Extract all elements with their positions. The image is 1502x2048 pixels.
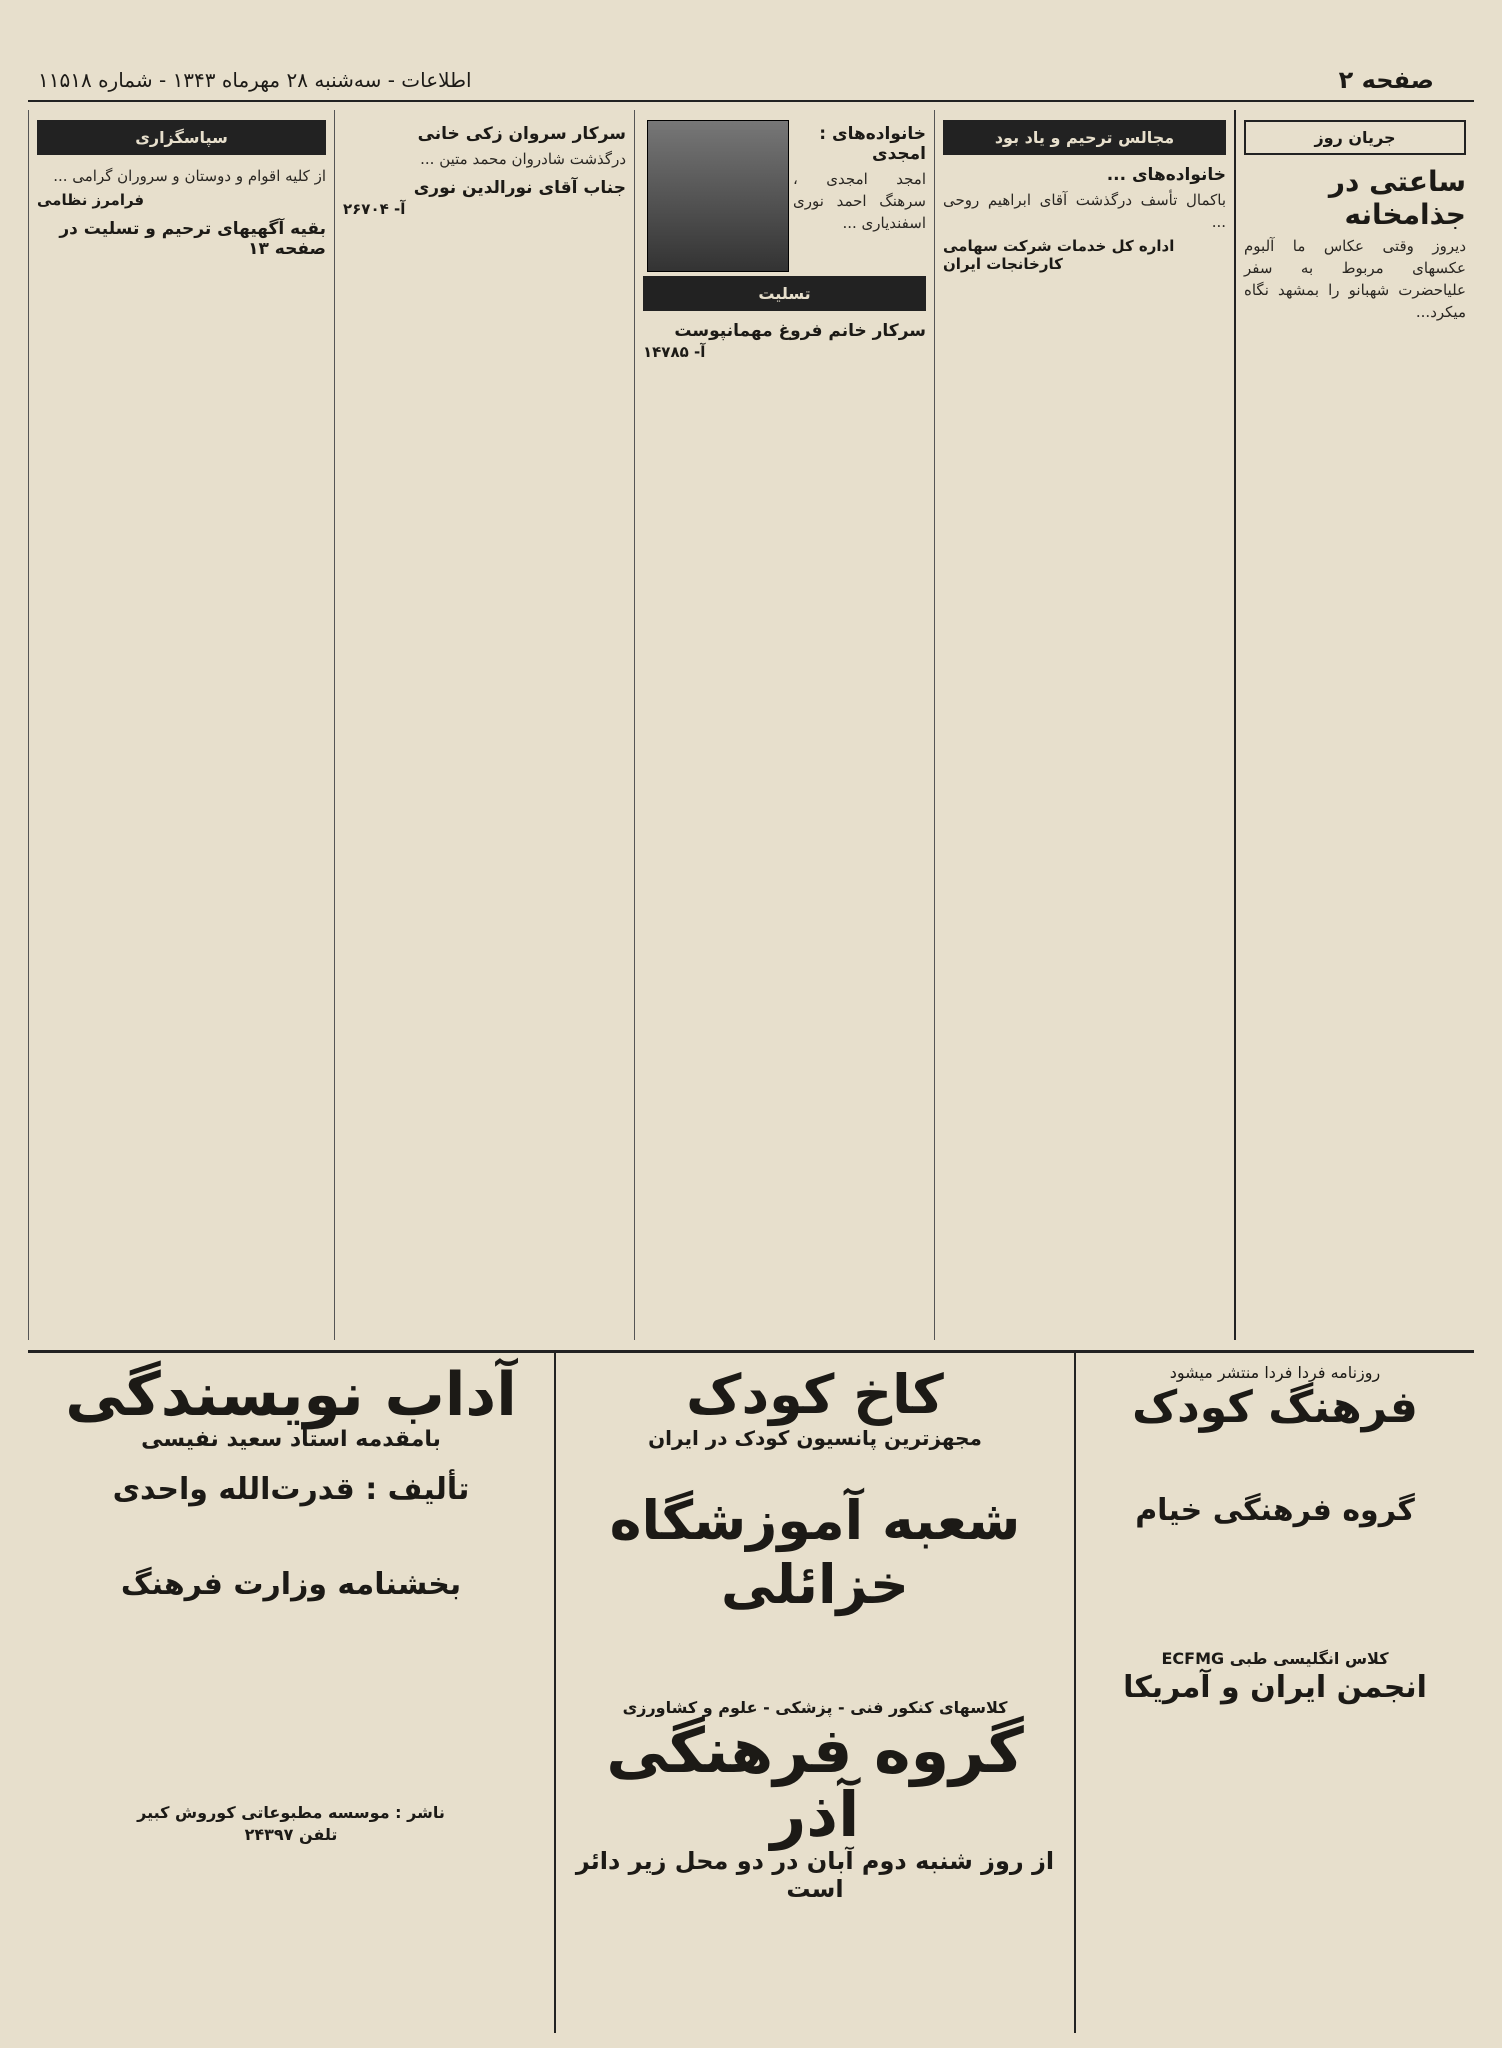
notice-body: باکمال تأسف درگذشت آقای ابراهیم روحی ... <box>943 191 1226 231</box>
notice-title: سرکار سروان زکی خانی <box>417 124 626 144</box>
section-heading: مجالس ترحیم و یاد بود <box>943 120 1226 155</box>
ad-line: کلاس انگلیسی طبی ECFMG <box>1161 1649 1389 1668</box>
ad-kids-palace <box>554 1353 1074 2033</box>
ad-title-2: شعبه آموزشگاه خزائلی <box>609 1489 1021 1616</box>
ad-author: تألیف : قدرت‌الله واحدی <box>112 1472 470 1507</box>
column-memorials <box>934 110 1234 1340</box>
portrait-photo <box>647 120 789 272</box>
ad-line: انجمن ایران و آمریکا <box>1123 1670 1427 1705</box>
notice-body: درگذشت شادروان محمد متین ... <box>420 150 626 168</box>
article-body: دیروز وقتی عکاس ما آلبوم عکسهای مربوط به سفر علیاحضرت شهبانو را بمشهد نگاه میکرد... <box>1244 237 1466 321</box>
notice-signature: اداره کل خدمات شرکت سهامی کارخانجات ایران <box>943 237 1175 273</box>
ad-sub: بامقدمه استاد سعید نفیسی <box>141 1427 441 1452</box>
ad-title: فرهنگ کودک <box>1132 1382 1418 1433</box>
column-thanks <box>28 110 334 1340</box>
footer-note: بقیه آگهیهای ترحیم و تسلیت در صفحه ۱۳ <box>59 219 326 259</box>
column-notices <box>334 110 634 1340</box>
headline: ساعتی در جذامخانه <box>1328 165 1466 231</box>
section-heading: تسلیت <box>643 276 926 311</box>
newspaper-page <box>28 40 1474 2030</box>
ad-phone: تلفن ۲۴۳۹۷ <box>244 1825 338 1844</box>
ad-head: روزنامه فردا فردا منتشر میشود <box>1169 1363 1381 1382</box>
page-header <box>28 40 1474 102</box>
page-number: صفحه ۲ <box>1338 66 1434 94</box>
column-current-day <box>1234 110 1474 1340</box>
date-line: اطلاعات - سه‌شنبه ۲۸ مهرماه ۱۳۴۳ - شماره ۱۱۵۱۸ <box>38 68 472 92</box>
advertisements <box>28 1350 1474 2033</box>
notice-title: سرکار خانم فروغ مهمانپوست <box>674 321 926 341</box>
ad-title-2: گروه فرهنگی خیام <box>1135 1493 1415 1528</box>
section-heading: سپاسگزاری <box>37 120 326 155</box>
ad-line: کلاسهای کنکور فنی - پزشکی - علوم و کشاورزی <box>622 1698 1008 1717</box>
ad-line: از روز شنبه دوم آبان در دو محل زیر دائر است <box>575 1847 1055 1903</box>
column-condolence <box>634 110 934 1340</box>
notice-signature: فرامرز نظامی <box>37 191 145 209</box>
notice-body: از کلیه اقوام و دوستان و سروران گرامی ... <box>53 167 326 185</box>
notice-title: جناب آقای نورالدین نوری <box>413 178 626 198</box>
column-title: جریان روز <box>1244 120 1466 155</box>
ad-line: بخشنامه وزارت فرهنگ <box>120 1567 462 1602</box>
notice-signature: آ- ۲۶۷۰۴ <box>343 200 406 218</box>
ad-title: آداب نویسندگی <box>65 1360 517 1430</box>
ad-children-culture <box>1074 1353 1474 2033</box>
ad-publisher: ناشر : موسسه مطبوعاتی کوروش کبیر <box>137 1803 445 1822</box>
notice-signature: آ- ۱۴۷۸۵ <box>643 343 706 361</box>
notice-body: امجد امجدی ، سرهنگ احمد نوری اسفندیاری ... <box>793 170 926 232</box>
ad-sub: مجهزترین پانسیون کودک در ایران <box>648 1426 982 1450</box>
ad-title-3: گروه فرهنگی آذر <box>606 1714 1024 1851</box>
notice-title: خانواده‌های ... <box>1106 165 1226 185</box>
ad-title: کاخ کودک <box>686 1363 944 1426</box>
ad-writing-etiquette <box>28 1353 554 2033</box>
notice-title: خانواده‌های : امجدی <box>819 124 926 164</box>
columns <box>28 110 1474 1340</box>
